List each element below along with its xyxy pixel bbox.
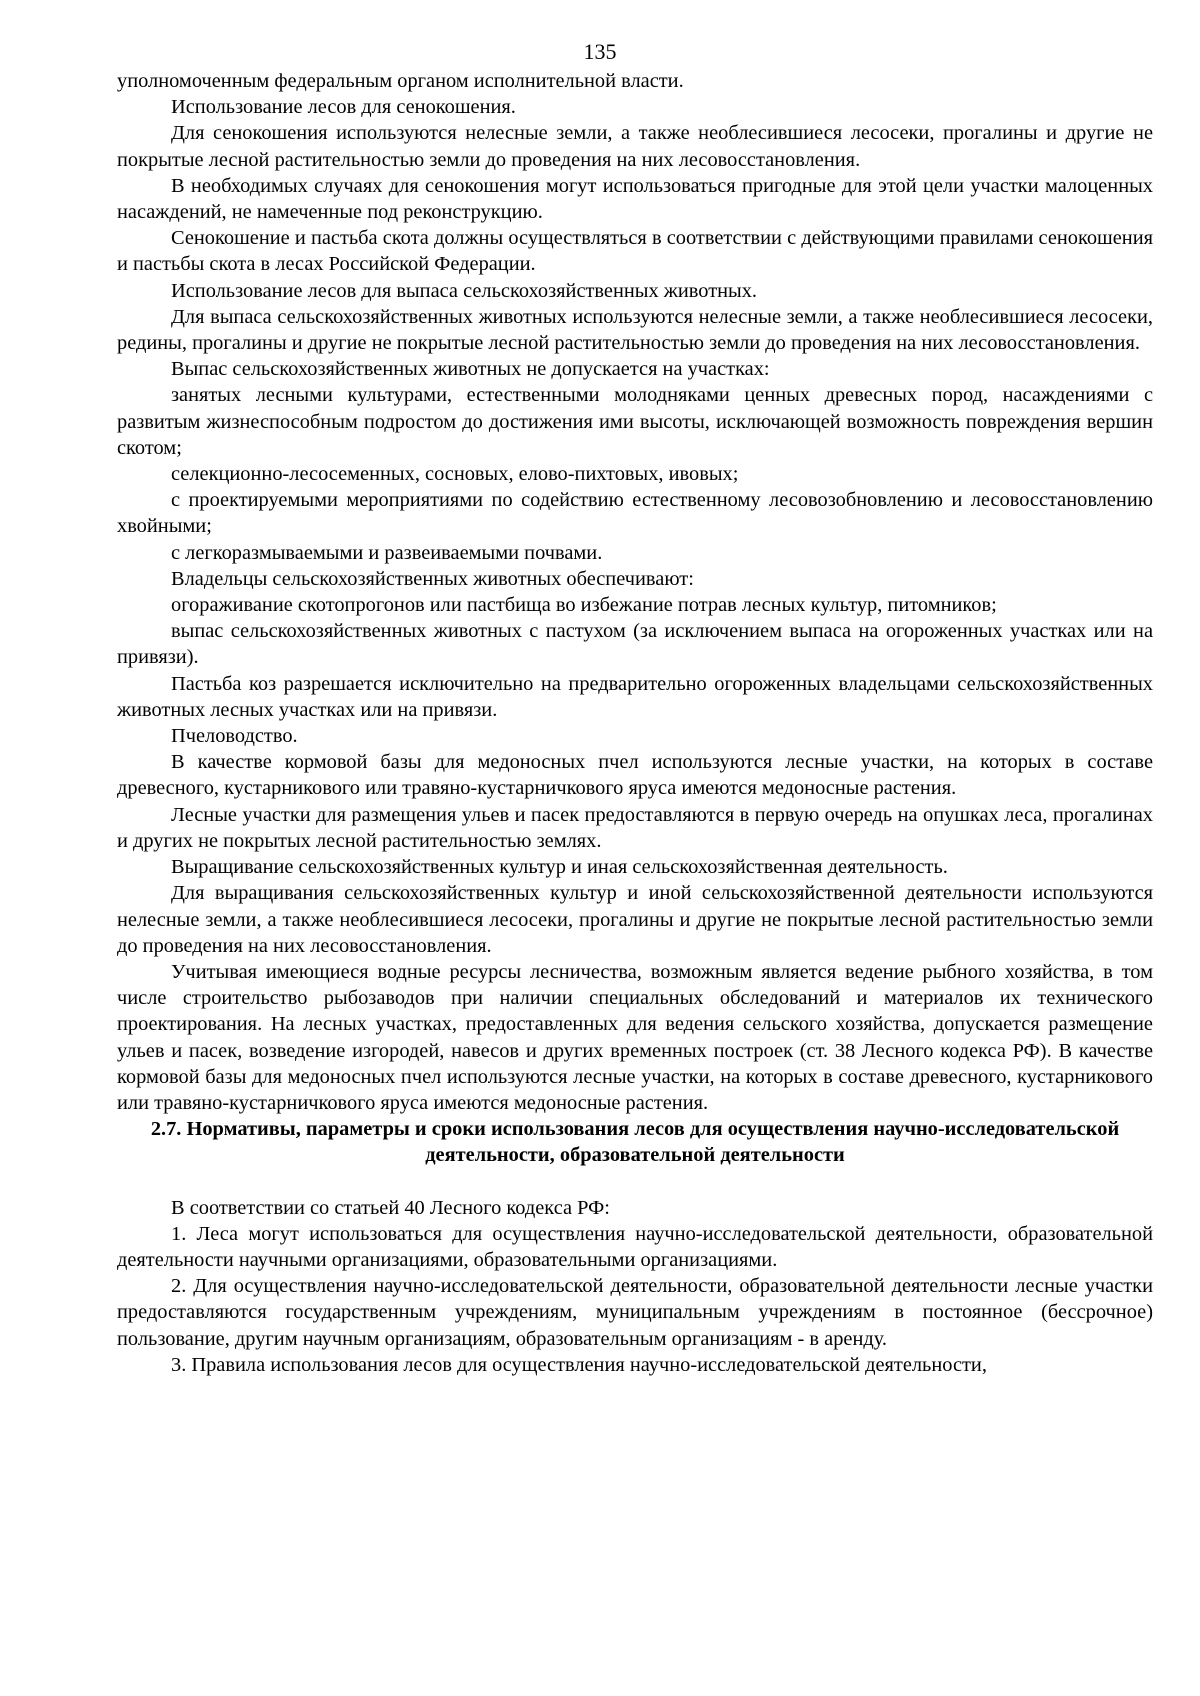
- paragraph: Пчеловодство.: [171, 725, 298, 748]
- page-number: 135: [583, 39, 617, 64]
- paragraph: уполномоченным федеральным органом исполнительной власти.: [117, 70, 684, 92]
- paragraph: 3. Правила использования лесов для осуществления научно-исследовательской деятельности,: [171, 1353, 987, 1376]
- section-heading: 2.7. Нормативы, параметры и сроки использования лесов для осуществления научно-исследовательской деятельности, образовательной деятельности: [150, 1118, 1120, 1167]
- paragraph: Пастьба коз разрешается исключительно на предварительно огороженных владельцами сельскохозяйственных животных лесных участках или на привязи.: [117, 672, 1153, 721]
- paragraph: Выращивание сельскохозяйственных культур и иная сельскохозяйственная деятельность.: [171, 856, 948, 879]
- paragraphs-before: [117, 68, 1153, 1116]
- spacer: [117, 1169, 1153, 1195]
- paragraph: Сенокошение и пастьба скота должны осуществляться в соответствии с действующими правилами сенокошения и пастьбы скота в лесах Российской Федерации.: [117, 227, 1153, 276]
- paragraph: с проектируемыми мероприятиями по содействию естественному лесовозобновлению и лесовосстановлению хвойными;: [117, 489, 1153, 538]
- paragraph: 2. Для осуществления научно-исследовательской деятельности, образовательной деятельности лесные участки предоставляются государственным учреждениям, муниципальным учреждениям в постоянное (бессрочное) пользование, другим научным организациям, образовательным организациям - в аренду.: [117, 1275, 1153, 1350]
- paragraph: огораживание скотопрогонов или пастбища во избежание потрав лесных культур, питомников;: [171, 594, 997, 617]
- document-body: [117, 68, 1153, 1378]
- paragraph: Для сенокошения используются нелесные земли, а также необлесившиеся лесосеки, прогалины и другие не покрытые лесной растительностью земли до проведения на них лесовосстановления.: [117, 122, 1153, 171]
- paragraph: 1. Леса могут использоваться для осуществления научно-исследовательской деятельности, образовательной деятельности научными организациями, образовательными организациями.: [117, 1222, 1153, 1271]
- paragraph: селекционно-лесосеменных, сосновых, елово-пихтовых, ивовых;: [171, 463, 739, 486]
- paragraph: Выпас сельскохозяйственных животных не допускается на участках:: [171, 358, 770, 381]
- paragraph: Для выращивания сельскохозяйственных культур и иной сельскохозяйственной деятельности используются нелесные земли, а также необлесившиеся лесосеки, прогалины и другие не покрытые лесной растительностью земли до проведения на них лесовосстановления.: [117, 882, 1153, 957]
- paragraph: В соответствии со статьей 40 Лесного кодекса РФ:: [171, 1196, 610, 1219]
- paragraphs-after: [117, 1195, 1153, 1378]
- paragraph: Владельцы сельскохозяйственных животных обеспечивают:: [171, 567, 694, 590]
- paragraph: Учитывая имеющиеся водные ресурсы лесничества, возможным является ведение рыбного хозяйства, в том числе строительство рыбозаводов при наличии специальных обследований и материалов их технического проектирования. На лесных участках, предоставленных для ведения сельского хозяйства, допускается размещение ульев и пасек, возведение изгородей, навесов и других временных построек (ст. 38 Лесного кодекса РФ). В качестве кормовой базы для медоносных пчел используются лесные участки, на которых в составе древесного, кустарникового или травяно-кустарничкового яруса имеются медоносные растения.: [117, 960, 1153, 1114]
- paragraph: В необходимых случаях для сенокошения могут использоваться пригодные для этой цели участки малоценных насаждений, не намеченные под реконструкцию.: [117, 174, 1153, 224]
- paragraph: Лесные участки для размещения ульев и пасек предоставляются в первую очередь на опушках леса, прогалинах и других не покрытых лесной растительностью землях.: [117, 803, 1153, 852]
- paragraph: занятых лесными культурами, естественными молодняками ценных древесных пород, насаждениями с развитым жизнеспособным подростом до достижения ими высоты, исключающей возможность повреждения вершин скотом;: [117, 384, 1153, 459]
- paragraph: Использование лесов для сенокошения.: [171, 96, 516, 119]
- paragraph: выпас сельскохозяйственных животных с пастухом (за исключением выпаса на огороженных участках или на привязи).: [117, 620, 1153, 669]
- paragraph: Использование лесов для выпаса сельскохозяйственных животных.: [171, 279, 758, 302]
- paragraph: с легкоразмываемыми и развеиваемыми почвами.: [171, 541, 603, 564]
- paragraph: Для выпаса сельскохозяйственных животных используются нелесные земли, а также необлесившиеся лесосеки, редины, прогалины и другие не покрытые лесной растительностью земли до проведения на них лесовосстановления.: [117, 305, 1153, 355]
- paragraph: В качестве кормовой базы для медоносных пчел используются лесные участки, на которых в составе древесного, кустарникового или травяно-кустарничкового яруса имеются медоносные растения.: [117, 751, 1153, 800]
